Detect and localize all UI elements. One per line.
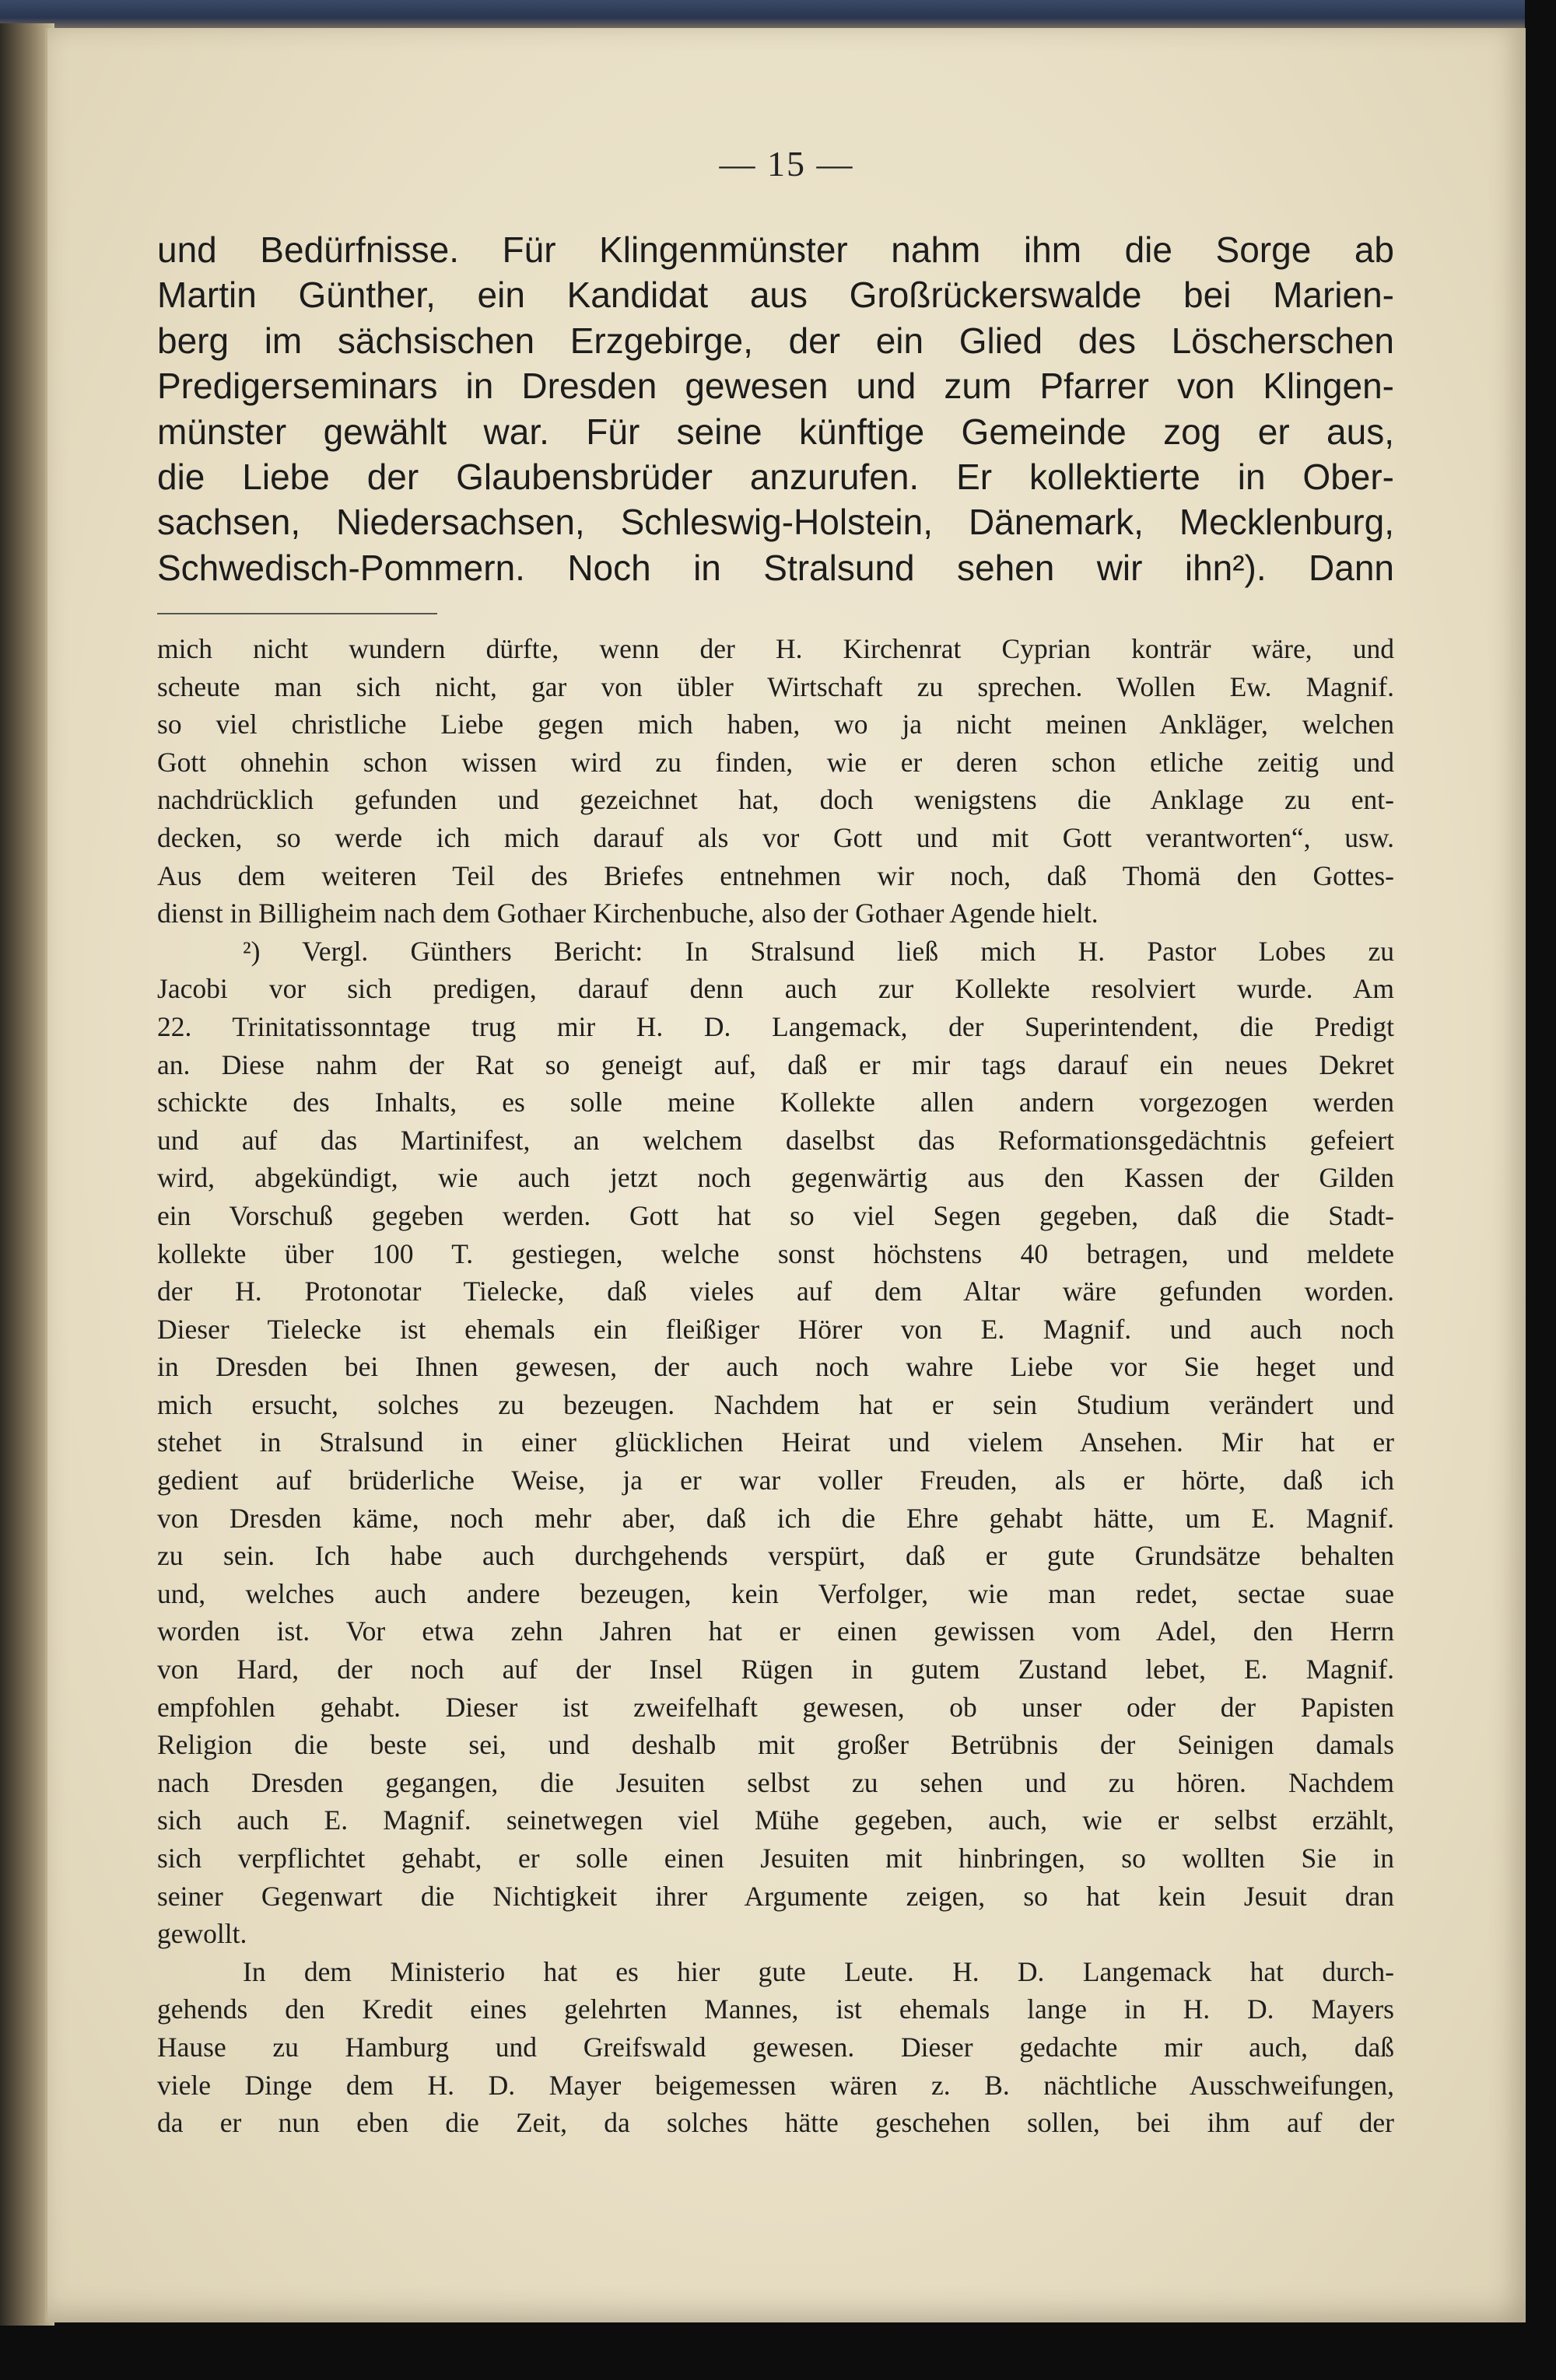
main-text-line: Schwedisch-Pommern. Noch in Stralsund sehen wir ihn²). Dann bbox=[157, 547, 1394, 588]
book-cover-edge bbox=[0, 0, 1525, 30]
footnote-line: viele Dinge dem H. D. Mayer beigemessen wären z. B. nächtliche Ausschweifungen, bbox=[157, 2069, 1394, 2101]
footnote-line: von Hard, der noch auf der Insel Rügen in gutem Zustand lebet, E. Magnif. bbox=[157, 1654, 1394, 1685]
footnote-line: gedient auf brüderliche Weise, ja er war voller Freuden, als er hörte, daß ich bbox=[157, 1465, 1394, 1496]
footnote-line: ein Vorschuß gegeben werden. Gott hat so viel Segen gegeben, daß die Stadt- bbox=[157, 1199, 1394, 1231]
footnote-line: Jacobi vor sich predigen, darauf denn auch zur Kollekte resolviert wurde. Am bbox=[157, 973, 1394, 1005]
footnote-line: sich verpflichtet gehabt, er solle einen Jesuiten mit hinbringen, so wollten Sie in bbox=[157, 1843, 1394, 1874]
footnote-line: und auf das Martinifest, an welchem daselbst das Reformationsgedächtnis gefeiert bbox=[157, 1124, 1394, 1156]
main-text-line: und Bedürfnisse. Für Klingenmünster nahm ihm die Sorge ab bbox=[157, 229, 1394, 270]
footnote-line: empfohlen gehabt. Dieser ist zweifelhaft gewesen, ob unser oder der Papisten bbox=[157, 1691, 1394, 1723]
main-text-line: münster gewählt war. Für seine künftige Gemeinde zog er aus, bbox=[157, 411, 1394, 452]
footnote-line: nachdrücklich gefunden und gezeichnet hat, doch wenigstens die Anklage zu ent- bbox=[157, 784, 1394, 816]
footnote-line: der H. Protonotar Tielecke, daß vieles auf dem Altar wäre gefunden worden. bbox=[157, 1276, 1394, 1307]
footnote-line: und, welches auch andere bezeugen, kein Verfolger, wie man redet, sectae suae bbox=[157, 1577, 1394, 1609]
footnote-line: Aus dem weiteren Teil des Briefes entnehmen wir noch, daß Thomä den Gottes- bbox=[157, 859, 1394, 891]
footnote-line: scheute man sich nicht, gar von übler Wirtschaft zu sprechen. Wollen Ew. Magnif. bbox=[157, 670, 1394, 702]
footnote-line: sich auch E. Magnif. seinetwegen viel Mühe gegeben, auch, wie er selbst erzählt, bbox=[157, 1804, 1394, 1836]
footnote-line: In dem Ministerio hat es hier gute Leute. H. D. Langemack hat durch- bbox=[243, 1955, 1394, 1987]
footnote-line: nach Dresden gegangen, die Jesuiten selbst zu sehen und zu hören. Nachdem bbox=[157, 1766, 1394, 1798]
footnote-line: stehet in Stralsund in einer glücklichen Heirat und vielem Ansehen. Mir hat er bbox=[157, 1426, 1394, 1458]
main-text-line: sachsen, Niedersachsen, Schleswig-Holstein, Dänemark, Mecklenburg, bbox=[157, 502, 1394, 543]
footnote-line: decken, so werde ich mich darauf als vor Gott und mit Gott verantworten“, usw. bbox=[157, 821, 1394, 853]
footnote-line: seiner Gegenwart die Nichtigkeit ihrer Argumente zeigen, so hat kein Jesuit dran bbox=[157, 1880, 1394, 1912]
footnotes-block bbox=[157, 630, 1394, 2142]
main-text-line: Predigerseminars in Dresden gewesen und zum Pfarrer von Klingen- bbox=[157, 366, 1394, 407]
footnote-line: Hause zu Hamburg und Greifswald gewesen. Dieser gedachte mir auch, daß bbox=[157, 2031, 1394, 2063]
footnote-line: worden ist. Vor etwa zehn Jahren hat er einen gewissen vom Adel, den Herrn bbox=[157, 1615, 1394, 1647]
main-text-line: Martin Günther, ein Kandidat aus Großrückerswalde bei Marien- bbox=[157, 275, 1394, 316]
footnote-line: Dieser Tielecke ist ehemals ein fleißiger Hörer von E. Magnif. und auch noch bbox=[157, 1313, 1394, 1345]
footnote-separator bbox=[157, 613, 437, 614]
main-text-line: die Liebe der Glaubensbrüder anzurufen. Er kollektierte in Ober- bbox=[157, 457, 1394, 498]
footnote-line: da er nun eben die Zeit, da solches hätte geschehen sollen, bei ihm auf der bbox=[157, 2107, 1394, 2139]
footnote-line: von Dresden käme, noch mehr aber, daß ich die Ehre gehabt hätte, um E. Magnif. bbox=[157, 1502, 1394, 1534]
page-number: — 15 — bbox=[719, 144, 854, 184]
footnote-line: an. Diese nahm der Rat so geneigt auf, daß er mir tags darauf ein neues Dekret bbox=[157, 1048, 1394, 1080]
main-text-block bbox=[157, 227, 1394, 590]
footnote-line: Religion die beste sei, und deshalb mit großer Betrübnis der Seinigen damals bbox=[157, 1729, 1394, 1761]
footnote-line: 22. Trinitatissonntage trug mir H. D. Langemack, der Superintendent, die Predigt bbox=[157, 1010, 1394, 1042]
footnote-line: gehends den Kredit eines gelehrten Mannes, ist ehemals lange in H. D. Mayers bbox=[157, 1993, 1394, 2025]
footnote-line: ²) Vergl. Günthers Bericht: In Stralsund ließ mich H. Pastor Lobes zu bbox=[243, 935, 1394, 967]
footnote-line: kollekte über 100 T. gestiegen, welche sonst höchstens 40 betragen, und meldete bbox=[157, 1237, 1394, 1269]
footnote-line: schickte des Inhalts, es solle meine Kollekte allen andern vorgezogen werden bbox=[157, 1087, 1394, 1118]
footnote-line: wird, abgekündigt, wie auch jetzt noch gegenwärtig aus den Kassen der Gilden bbox=[157, 1162, 1394, 1194]
footnote-line: zu sein. Ich habe auch durchgehends verspürt, daß er gute Grundsätze behalten bbox=[157, 1540, 1394, 1572]
main-text-line: berg im sächsischen Erzgebirge, der ein Glied des Löscherschen bbox=[157, 320, 1394, 361]
footnote-line: mich nicht wundern dürfte, wenn der H. Kirchenrat Cyprian konträr wäre, und bbox=[157, 633, 1394, 664]
footnote-line: Gott ohnehin schon wissen wird zu finden, wie er deren schon etliche zeitig und bbox=[157, 746, 1394, 778]
footnote-line: in Dresden bei Ihnen gewesen, der auch noch wahre Liebe vor Sie heget und bbox=[157, 1351, 1394, 1383]
footnote-line: dienst in Billigheim nach dem Gothaer Kirchenbuche, also der Gothaer Agende hielt. bbox=[157, 898, 1099, 929]
footnote-line: mich ersucht, solches zu bezeugen. Nachdem hat er sein Studium verändert und bbox=[157, 1388, 1394, 1420]
footnote-line: gewollt. bbox=[157, 1918, 247, 1950]
footnote-line: so viel christliche Liebe gegen mich haben, wo ja nicht meinen Ankläger, welchen bbox=[157, 709, 1394, 740]
